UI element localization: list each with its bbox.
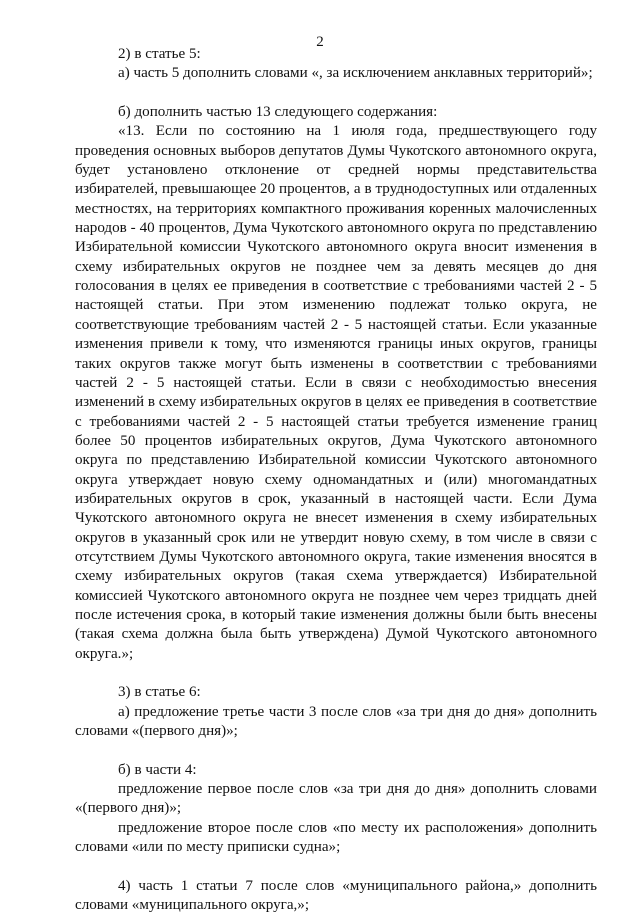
page-number: 2	[316, 34, 324, 50]
document-body	[75, 45, 597, 915]
paragraph-spacer	[75, 741, 597, 760]
paragraph: предложение первое после слов «за три дня до дня» дополнить словами «(первого дня)»;	[75, 781, 597, 817]
paragraph: а) предложение третье части 3 после слов «за три дня до дня» дополнить словами «(первого дня)»;	[75, 703, 597, 740]
paragraph: «13. Если по состоянию на 1 июля года, предшествующего году проведения основных выборов депутатов Думы Чукотского автономного округа, будет установлено отклонение от средней нормы представительства избирателей, превышающее 20 процентов, а в труднодоступных или отдаленных местностях, на территориях компактного проживания коренных малочисленных народов - 40 процентов, Дума Чукотского автономного округа по представлению Избирательной комиссии Чукотского автономного округа вносит изменения в схему избирательных округов не позднее чем за девять месяцев до дня голосования в целях ее приведения в соответствие с требованиями частей 2 - 5 настоящей статьи. При этом изменению подлежат только округа, не соответствующие требованиям частей 2 - 5 настоящей статьи. Если указанные изменения привели к тому, что изменяются границы иных округов, границы таких округов также могут быть изменены в соответствии с требованиями частей 2 - 5 настоящей статьи. Если в связи с необходимостью внесения изменений в схему избирательных округов в целях ее приведения в соответствие с требованиями частей 2 - 5 настоящей статьи требуется изменение границ более 50 процентов избирательных округов, Дума Чукотского автономного округа по представлению Избирательной комиссии Чукотского автономного округа утверждает новую схему одномандатных и (или) многомандатных избирательных округов в срок, указанный в настоящей части. Если Дума Чукотского автономного округа не внесет изменения в схему избирательных округов в указанный срок или не утвердит новую схему, в том числе в связи с отсутствием Думы Чукотского автономного округа, такие изменения вносятся в схему избирательных округов (такая схема утверждается) Избирательной комиссией Чукотского автономного округа не позднее чем через тридцать дней после истечения срока, в который такие изменения должны были быть внесены (такая схема должна была быть утверждена) Думой Чукотского автономного округа.»;	[75, 123, 597, 662]
paragraph: 2) в статье 5:	[118, 46, 201, 62]
paragraph-spacer	[75, 664, 597, 683]
paragraph-spacer	[75, 857, 597, 876]
paragraph: а) часть 5 дополнить словами «, за исключением анклавных территорий»;	[118, 65, 593, 82]
paragraph: предложение второе после слов «по месту их расположения» дополнить словами «или по месту приписки судна»;	[75, 819, 597, 856]
paragraph: б) в части 4:	[118, 761, 197, 778]
paragraph: б) дополнить частью 13 следующего содержания:	[118, 104, 438, 121]
paragraph-spacer	[75, 84, 597, 103]
paragraph: 3) в статье 6:	[118, 684, 201, 701]
paragraph: 4) часть 1 статьи 7 после слов «муниципального района,» дополнить словами «муниципального округа,»;	[75, 877, 597, 914]
